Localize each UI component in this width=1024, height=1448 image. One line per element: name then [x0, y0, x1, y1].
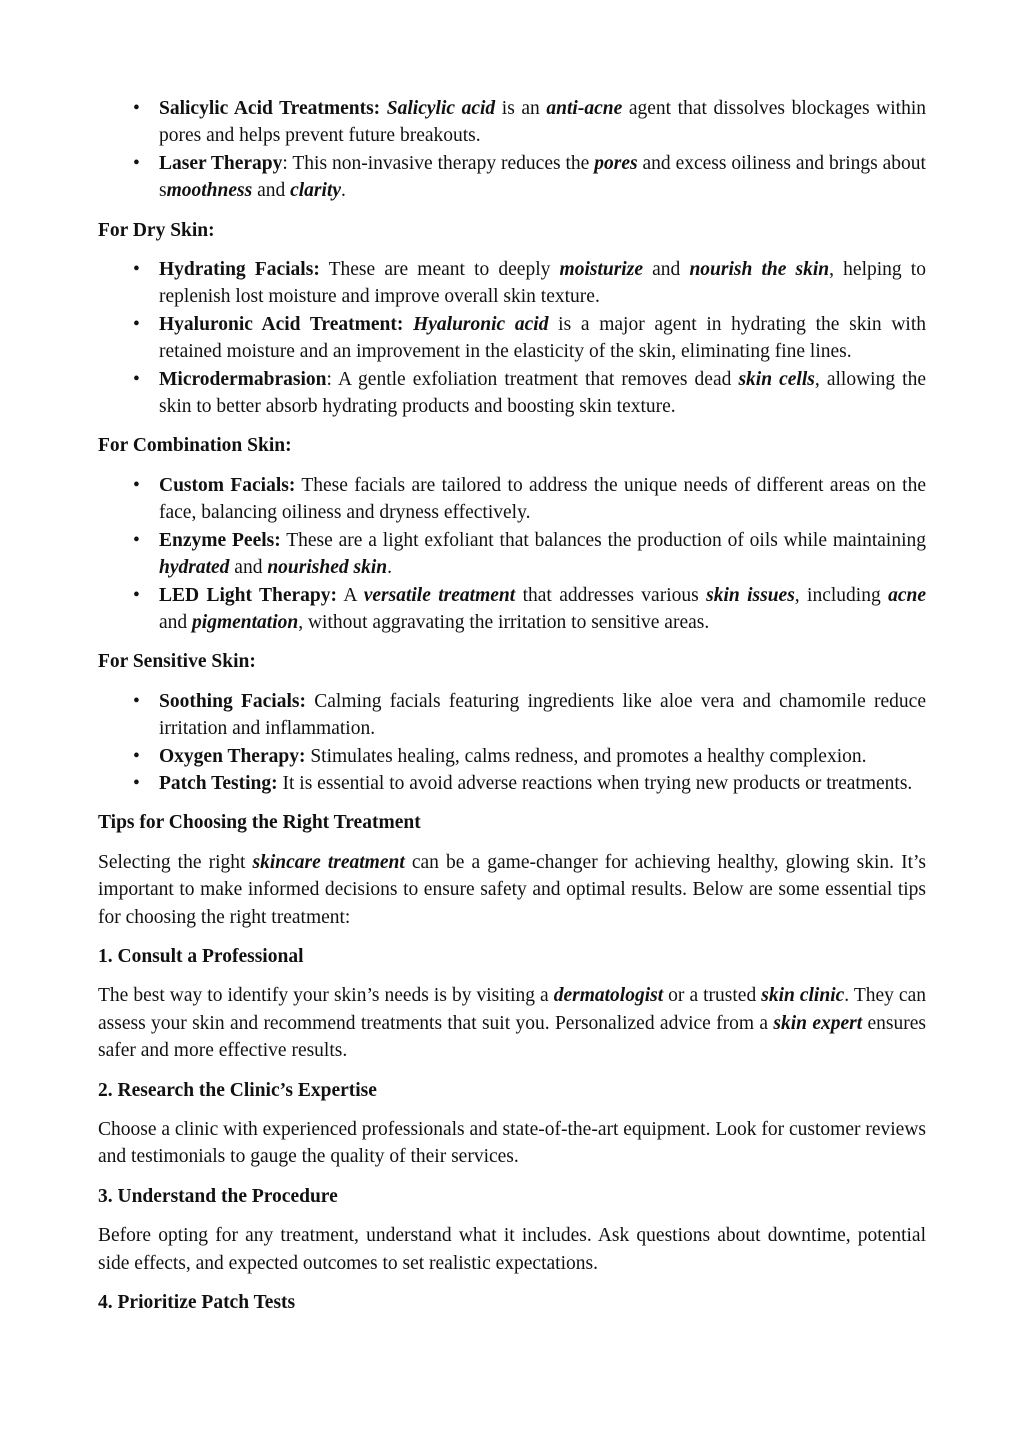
list-item [133, 743, 926, 770]
text-run: The best way to identify your skin’s needs is by visiting a [98, 985, 554, 1007]
emphasized-term: clarity [290, 180, 342, 202]
text-run: Choose a clinic with experienced professionals and state-of-the-art equipment. Look for customer reviews and testimonials to gauge the quality of their services. [98, 1119, 926, 1168]
text-run: Before opting for any treatment, understand what it includes. Ask questions about downtime, potential side effects, and expected outcomes to set realistic expectations. [98, 1225, 926, 1274]
list-item [133, 150, 926, 205]
text-run: Stimulates healing, calms redness, and promotes a healthy complexion. [305, 745, 867, 767]
text-run: : This non-invasive therapy reduces the [282, 152, 595, 174]
text-run: These are meant to deeply [319, 259, 560, 281]
list-item-title: Patch Testing: [159, 772, 278, 794]
text-run: that addresses various [515, 584, 707, 606]
list-item [133, 366, 926, 421]
list-item-title: Oxygen Therapy: [159, 745, 306, 767]
tips-intro-paragraph [98, 849, 926, 931]
list-item-title: Hyaluronic Acid Treatment: [159, 313, 404, 335]
emphasized-term: dermatologist [553, 985, 664, 1007]
list-item [133, 688, 926, 743]
document-page [98, 95, 926, 1328]
bullet-icon: • [133, 368, 140, 390]
text-run: , without aggravating the irritation to sensitive areas. [298, 611, 710, 633]
emphasized-term: hydrated [159, 557, 230, 579]
tip-heading: 1. Consult a Professional [98, 945, 304, 967]
emphasized-term: skincare treatment [252, 851, 405, 873]
text-run: , including [794, 584, 889, 606]
bullet-icon: • [133, 474, 140, 496]
list-item-title: Microdermabrasion [159, 368, 327, 390]
emphasized-term: nourished skin [267, 557, 388, 579]
list-item [133, 770, 926, 797]
list-item-title: LED Light Therapy: [159, 584, 338, 606]
text-run: is a major agent in hydrating the skin with retained moisture and an improvement in the elasticity of the skin, eliminating fine lines. [159, 313, 927, 363]
emphasized-term: acne [888, 584, 926, 606]
text-run: : A gentle exfoliation treatment that removes dead [326, 368, 739, 390]
dry-skin-list [98, 256, 926, 420]
text-run: A [337, 584, 364, 606]
bullet-icon: • [133, 529, 140, 551]
emphasized-term: nourish the skin [689, 259, 830, 281]
text-run: and [252, 180, 291, 202]
text-run: Selecting the right [98, 851, 253, 873]
list-item [133, 311, 927, 366]
tip-heading: 3. Understand the Procedure [98, 1185, 338, 1207]
emphasized-term: pigmentation [192, 611, 299, 633]
emphasized-term: Salicylic acid [386, 98, 496, 119]
text-run: , allowing the skin to better absorb hydrating products and boosting skin texture. [159, 368, 926, 418]
list-item [133, 582, 926, 637]
tip-paragraph [98, 1222, 926, 1277]
text-run: These facials are tailored to address the unique needs of different areas on the face, balancing oiliness and dryness effectively. [159, 474, 926, 524]
list-item-title: Salicylic Acid Treatments: [159, 98, 381, 119]
text-run [403, 314, 413, 335]
combination-skin-list [98, 472, 926, 636]
text-run [380, 98, 387, 119]
text-run: Calming facials featuring ingredients like aloe vera and chamomile reduce irritation and inflammation. [159, 690, 926, 740]
tips-sections [98, 943, 926, 1328]
emphasized-term: Hyaluronic acid [413, 313, 549, 335]
bullet-icon: • [133, 313, 140, 335]
emphasized-term: pores [594, 152, 638, 174]
list-item [133, 256, 926, 311]
text-run: . They can assess your skin and recommend treatments that suit you. Personalized advice from a [98, 985, 926, 1034]
list-item [133, 95, 926, 150]
text-run: ensures safer and more effective results. [98, 1012, 926, 1062]
text-run: or a trusted [663, 985, 762, 1007]
emphasized-term: skin expert [773, 1012, 863, 1034]
list-item [133, 472, 926, 527]
emphasized-term: moisturize [559, 259, 643, 281]
list-item-title: Custom Facials: [159, 474, 296, 496]
bullet-icon: • [133, 259, 140, 281]
list-item-title: Hydrating Facials: [159, 259, 320, 281]
bullet-icon: • [133, 745, 140, 767]
acne-treatment-list [98, 95, 926, 205]
text-run: agent that dissolves blockages within pores and helps prevent future breakouts. [159, 98, 926, 147]
text-run: and excess oiliness and brings about s [159, 152, 926, 202]
emphasized-term: versatile treatment [363, 584, 516, 606]
list-item [133, 527, 926, 582]
emphasized-term: moothness [166, 180, 253, 202]
bullet-icon: • [133, 584, 140, 606]
text-run: is an [495, 98, 547, 119]
tip-paragraph [98, 982, 926, 1064]
sensitive-skin-heading: For Sensitive Skin: [98, 651, 256, 673]
tip-heading: 4. Prioritize Patch Tests [98, 1292, 296, 1314]
text-run: and [159, 611, 193, 633]
tips-heading: Tips for Choosing the Right Treatment [98, 812, 421, 834]
emphasized-term: skin cells [738, 368, 815, 390]
list-item-title: Laser Therapy [159, 152, 283, 174]
text-run: , helping to replenish lost moisture and improve overall skin texture. [159, 259, 926, 308]
text-run: . [341, 180, 346, 202]
dry-skin-heading: For Dry Skin: [98, 219, 215, 241]
tip-heading: 2. Research the Clinic’s Expertise [98, 1079, 377, 1101]
tip-paragraph [98, 1116, 926, 1171]
text-run: and [229, 557, 268, 579]
text-run: These are a light exfoliant that balances the production of oils while maintaining [280, 529, 926, 551]
list-item-title: Soothing Facials: [159, 690, 306, 712]
emphasized-term: anti-acne [546, 98, 623, 119]
bullet-icon: • [133, 772, 140, 794]
emphasized-term: skin issues [706, 584, 795, 606]
sensitive-skin-list [98, 688, 926, 798]
text-run: can be a game-changer for achieving healthy, glowing skin. It’s important to make informed decisions to ensure safety and optimal results. Below are some essential tips for choosing the right treatment: [98, 851, 927, 928]
list-item-title: Enzyme Peels: [159, 529, 281, 551]
text-run: and [642, 259, 690, 281]
emphasized-term: skin clinic [761, 985, 845, 1007]
text-run: . [387, 557, 392, 579]
bullet-icon: • [133, 690, 140, 712]
combination-skin-heading: For Combination Skin: [98, 435, 292, 457]
bullet-icon: • [133, 98, 140, 119]
bullet-icon: • [133, 152, 140, 174]
text-run: It is essential to avoid adverse reactions when trying new products or treatments. [277, 772, 913, 794]
